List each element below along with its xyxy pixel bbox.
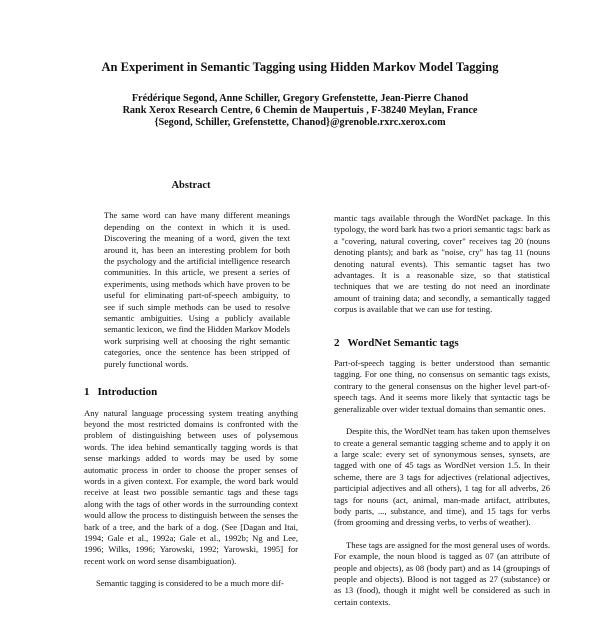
- section-2-paragraph-1: Part-of-speech tagging is better understood than semantic tagging. For one thing, no consensus on semantic tags exists, contrary to the general consensus on the higher level part-of-speech tags. And it seems more likely that syntactic tags be generalizable over wider textual domains than semantic ones.: [334, 358, 550, 414]
- section-1-heading: [84, 387, 298, 398]
- right-column-continued-paragraph: mantic tags available through the WordNet package. In this typology, the word bark has two a priori semantic tags: bark as a "covering, natural covering, cover" receives tag 20 (nouns denoting plants); and bark as "noise, cry" has tag 11 (nouns denoting natural events). This semantic tagset has two advantages. It is a reasonable size, so that statistical techniques that we are testing do not need an inordinate amount of training data; and secondly, a semantically tagged corpus is available that we can use for testing.: [334, 213, 550, 315]
- abstract-text: The same word can have many different meanings depending on the context in which it is used. Discovering the meaning of a word, given the text around it, has been an interesting problem for both the psychology and the artificial intelligence research communities. In this article, we present a series of experiments, using methods which have proven to be useful for eliminating part-of-speech ambiguity, to see if such simple methods can be used to resolve semantic ambiguities. Using a publicly available semantic lexicon, we find the Hidden Markov Models work surprising well at choosing the right semantic categories, once the sentence has been stripped of purely functional words.: [104, 210, 290, 369]
- section-1-paragraph-1: Any natural language processing system treating anything beyond the most restricted domains is confronted with the problem of distinguishing between uses of polysemous words. The idea behind semantically tagging words is that sense markings added to words may be used by some automatic process in order to choose the proper senses of words in a given context. For example, the word bark would receive at least two possible semantic tags and these tags along with the tags of other words in the surrounding context would allow the process to distinguish between the senses the bark of a tree, and the bark of a dog. (See [Dagan and Itai, 1994; Gale et al., 1992a; Gale et al., 1992b; Ng and Lee, 1996; Wilks, 1996; Yarowski, 1992; Yarowski, 1995] for recent work on word sense disambiguation).: [84, 407, 298, 566]
- section-2-title: WordNet Semantic tags: [347, 336, 459, 349]
- right-column: [334, 213, 550, 619]
- section-2-heading: [334, 338, 550, 349]
- section-2-paragraph-2: Despite this, the WordNet team has taken upon themselves to create a general semantic tagging scheme and to apply it on a large scale: every set of synonymous senses, synsets, are tagged with one of 45 tags as WordNet version 1.5. In their scheme, there are 3 tags for adjectives (relational adjectives, participial adjectives and all others), 1 tag for all adverbs, 26 tags for nouns (act, animal, man-made artifact, attributes, body parts, ..., substance, and time), and 15 tags for verbs (from grooming and dressing verbs, to verbs of weather).: [334, 426, 550, 528]
- section-1-title: Introduction: [97, 386, 158, 399]
- section-1-number: 1: [84, 386, 90, 399]
- left-column: [84, 180, 298, 590]
- section-2-paragraph-3: These tags are assigned for the most general uses of words. For example, the noun blood is tagged as 07 (an attribute of people and objects), as 08 (body part) and as 14 (groupings of people and objects). Blood is not tagged as 27 (substance) or as 13 (food), though it might well be considered as such in certain contexts.: [334, 539, 550, 607]
- author-affiliation: Rank Xerox Research Centre, 6 Chemin de Maupertuis , F-38240 Meylan, France: [122, 105, 478, 116]
- abstract-heading: Abstract: [171, 180, 211, 191]
- author-names: Frédérique Segond, Anne Schiller, Gregory Grefenstette, Jean-Pierre Chanod: [131, 93, 469, 104]
- author-emails: {Segond, Schiller, Grefenstette, Chanod}@grenoble.rxrc.xerox.com: [154, 117, 446, 128]
- section-2-number: 2: [334, 336, 340, 349]
- section-1-paragraph-2: Semantic tagging is considered to be a much more dif-: [96, 578, 284, 589]
- author-block: [60, 93, 540, 129]
- paper-title: An Experiment in Semantic Tagging using Hidden Markov Model Tagging: [101, 60, 499, 74]
